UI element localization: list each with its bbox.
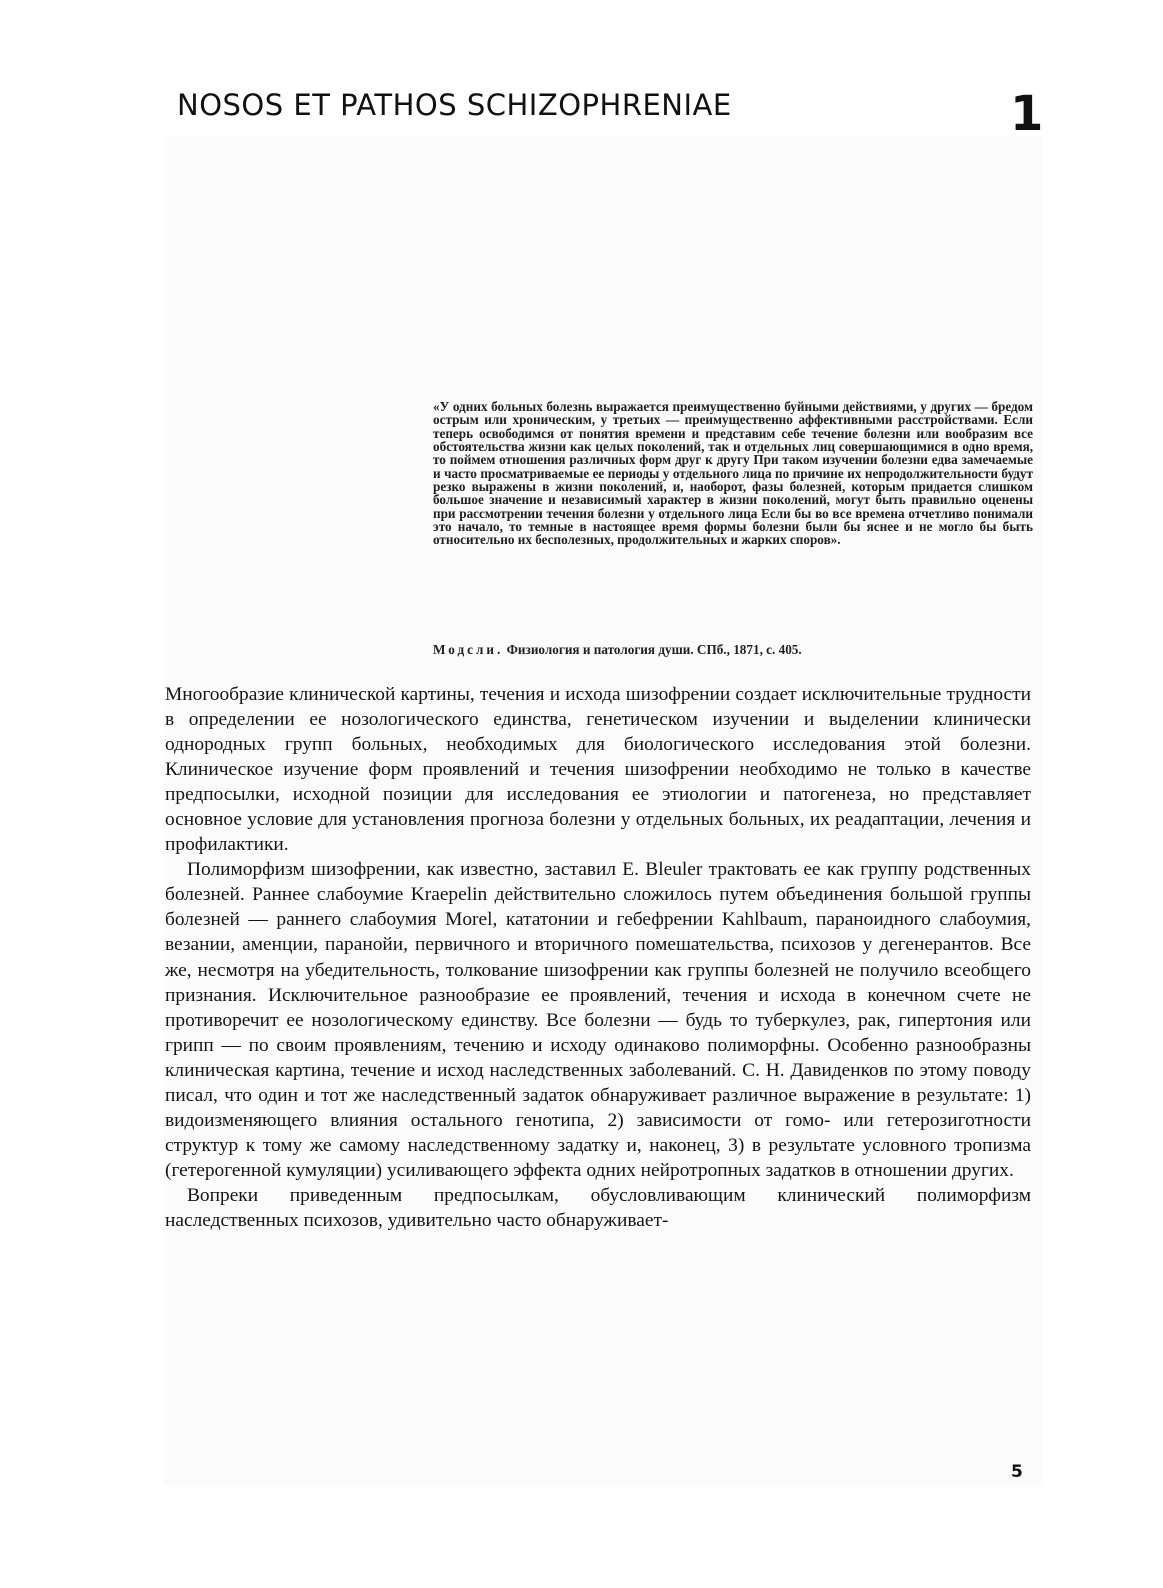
epigraph-author: Модсли. — [433, 642, 504, 657]
chapter-title: NOSOS ET PATHOS SCHIZOPHRENIAE — [177, 88, 732, 122]
page-header — [0, 0, 1163, 140]
epigraph-reference: Физиология и патология души. СПб., 1871, с. 405. — [506, 642, 802, 657]
page-number: 5 — [1011, 1462, 1023, 1482]
paragraph: Многообразие клинической картины, течения и исхода шизофрении создает исключительные трудности в определении ее нозологического единства, генетическом изучении и выделении клинически однородных групп больных, необходимых для биологического исследования этой болезни. Клиническое изучение форм проявлений и течения шизофрении необходимо не только в качестве предпосылки, исходной позиции для исследования ее этиологии и патогенеза, но представляет основное условие для установления прогноза болезни у отдельных больных, их реадаптации, лечения и профилактики. — [165, 684, 1031, 856]
body-text — [165, 682, 1031, 1233]
paragraph: Вопреки приведенным предпосылкам, обусловливающим клинический полиморфизм наследственных психозов, удивительно часто обнаруживает- — [165, 1184, 1031, 1231]
epigraph-source — [433, 642, 1033, 658]
chapter-number: 1 — [1010, 86, 1044, 142]
paragraph: Полиморфизм шизофрении, как известно, заставил E. Bleuler трактовать ее как группу родственных болезней. Раннее слабоумие Kraepelin действительно сложилось путем объединения большой группы болезней — раннего слабоумия Morel, кататонии и гебефрении Kahlbaum, параноидного слабоумия, везании, аменции, паранойи, первичного и вторичного помешательства, психозов у дегенерантов. Все же, несмотря на убедительность, толкование шизофрении как группы болезней не получило всеобщего признания. Исключительное разнообразие ее проявлений, течения и исхода в конечном счете не противоречит ее нозологическому единству. Все болезни — будь то туберкулез, рак, гипертония или грипп — по своим проявлениям, течению и исходу одинаково полиморфны. Особенно разнообразны клиническая картина, течение и исход наследственных заболеваний. С. Н. Давиденков по этому поводу писал, что один и тот же наследственный задаток обнаруживает различное выражение в результате: 1) видоизменяющего влияния остального генотипа, 2) зависимости от гомо- или гетерозиготности структур к тому же самому наследственному задатку и, наконец, 3) в результате условного тропизма (гетерогенной кумуляции) усиливающего эффекта одних нейротропных задатков в отношении других. — [165, 859, 1031, 1181]
epigraph-quote: «У одних больных болезнь выражается преимущественно буйными действиями, у других — бредом острым или хроническим, у третьих — преимущественно аффективными расстройствами. Если теперь освободимся от понятия времени и представим себе течение болезни или вообразим все обстоятельства жизни как целых поколений, так и отдельных лиц совершающимися в одно время, то поймем отношения различных форм друг к другу При таком изучении болезни едва замечаемые и часто просматриваемые ее периоды у отдельного лица по причине их непродолжительности будут резко выражены в жизни поколений, и, наоборот, фазы болезней, которым придается слишком большое значение и независимый характер в жизни поколений, могут быть правильно оценены при рассмотрении течения болезни у отдельного лица Если бы во все времена отчетливо понимали это начало, то темные в настоящее время формы болезни были бы яснее и не могло бы быть относительно их бесполезных, продолжительных и жарких споров». — [433, 399, 1033, 548]
